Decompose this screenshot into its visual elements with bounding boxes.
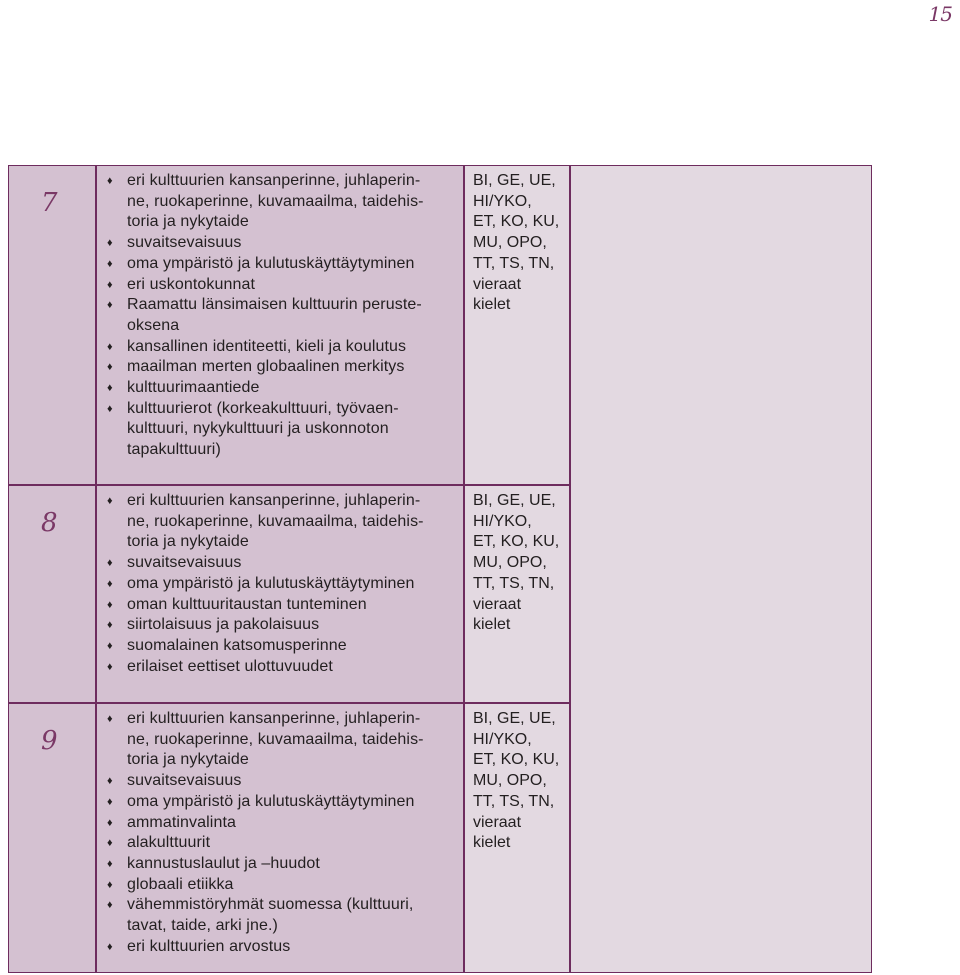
topic-item xyxy=(107,854,457,875)
diamond-bullet-icon: ♦ xyxy=(107,340,113,353)
row-7-subjects-cell xyxy=(465,166,569,484)
topic-item xyxy=(107,771,457,792)
diamond-bullet-icon: ♦ xyxy=(107,857,113,870)
topic-item xyxy=(107,833,457,854)
topic-text: suvaitsevaisuus xyxy=(127,554,242,572)
diamond-bullet-icon: ♦ xyxy=(107,639,113,652)
topic-text: suvaitsevaisuus xyxy=(127,234,242,252)
topic-item xyxy=(107,378,457,399)
topic-list xyxy=(97,704,463,957)
diamond-bullet-icon: ♦ xyxy=(107,660,113,673)
topic-item xyxy=(107,337,457,358)
diamond-bullet-icon: ♦ xyxy=(107,237,113,250)
topic-item xyxy=(107,709,457,771)
topic-text: oma ympäristö ja kulutuskäyttäytyminen xyxy=(127,254,415,272)
diamond-bullet-icon: ♦ xyxy=(107,816,113,829)
subject-codes: BI, GE, UE, HI/YKO, ET, KO, KU, MU, OPO, TT, TS, TN, vieraat kielet xyxy=(473,172,560,314)
topic-text: eri kulttuurien kansanperinne, juhlaperin- ne, ruokaperinne, kuvamaailma, taidehis- toria ja nykytaide xyxy=(127,710,424,769)
topic-text: suvaitsevaisuus xyxy=(127,772,242,790)
topic-item xyxy=(107,399,457,461)
row-number: 7 xyxy=(41,188,58,218)
topic-item xyxy=(107,895,457,936)
topic-item xyxy=(107,295,457,336)
topic-item xyxy=(107,636,457,657)
diamond-bullet-icon: ♦ xyxy=(107,361,113,374)
diamond-bullet-icon: ♦ xyxy=(107,175,113,187)
row-7-topics-cell xyxy=(97,166,463,484)
topic-item xyxy=(107,937,457,958)
topic-item xyxy=(107,615,457,636)
diamond-bullet-icon: ♦ xyxy=(107,278,113,291)
row-9-topics-cell xyxy=(97,704,463,972)
topic-item xyxy=(107,657,457,678)
topic-text: eri kulttuurien kansanperinne, juhlaperin- ne, ruokaperinne, kuvamaailma, taidehis- toria ja nykytaide xyxy=(127,172,424,231)
diamond-bullet-icon: ♦ xyxy=(107,878,113,891)
diamond-bullet-icon: ♦ xyxy=(107,713,113,725)
topic-text: oman kulttuuritaustan tunteminen xyxy=(127,595,367,613)
diamond-bullet-icon: ♦ xyxy=(107,382,113,395)
topic-item xyxy=(107,171,457,233)
topic-text: kulttuurimaantiede xyxy=(127,379,260,397)
topic-text: kulttuurierot (korkeakulttuuri, työvaen- kulttuuri, nykykulttuuri ja uskonnoton tapakulttuuri) xyxy=(127,399,399,459)
diamond-bullet-icon: ♦ xyxy=(107,598,113,611)
page-number: 15 xyxy=(928,2,952,26)
diamond-bullet-icon: ♦ xyxy=(107,899,113,912)
topic-text: Raamattu länsimaisen kulttuurin peruste- oksena xyxy=(127,296,422,334)
topic-text: kannustuslaulut ja –huudot xyxy=(127,854,320,872)
diamond-bullet-icon: ♦ xyxy=(107,299,113,312)
topic-list xyxy=(97,166,463,461)
row-9-subjects-cell xyxy=(465,704,569,972)
topic-text: siirtolaisuus ja pakolaisuus xyxy=(127,616,320,634)
diamond-bullet-icon: ♦ xyxy=(107,940,113,953)
topic-text: ammatinvalinta xyxy=(127,813,237,831)
row-8-number-cell xyxy=(9,486,95,702)
subject-codes: BI, GE, UE, HI/YKO, ET, KO, KU, MU, OPO, TT, TS, TN, vieraat kielet xyxy=(473,710,560,852)
row-number: 8 xyxy=(41,508,58,538)
subject-codes: BI, GE, UE, HI/YKO, ET, KO, KU, MU, OPO, TT, TS, TN, vieraat kielet xyxy=(473,492,560,634)
diamond-bullet-icon: ♦ xyxy=(107,837,113,850)
curriculum-table xyxy=(8,165,872,973)
diamond-bullet-icon: ♦ xyxy=(107,557,113,570)
topic-list xyxy=(97,486,463,677)
topic-item xyxy=(107,553,457,574)
topic-text: erilaiset eettiset ulottuvuudet xyxy=(127,657,333,675)
topic-text: suomalainen katsomusperinne xyxy=(127,636,347,654)
topic-text: vähemmistöryhmät suomessa (kulttuuri, tavat, taide, arki jne.) xyxy=(127,896,414,935)
diamond-bullet-icon: ♦ xyxy=(107,402,113,415)
blank-column-cell xyxy=(571,166,871,972)
row-9-number-cell xyxy=(9,704,95,972)
topic-text: kansallinen identiteetti, kieli ja koulutus xyxy=(127,337,407,355)
topic-text: maailman merten globaalinen merkitys xyxy=(127,358,405,376)
topic-item xyxy=(107,357,457,378)
diamond-bullet-icon: ♦ xyxy=(107,495,113,507)
topic-item xyxy=(107,233,457,254)
row-number: 9 xyxy=(41,726,58,756)
topic-item xyxy=(107,813,457,834)
topic-text: eri kulttuurien arvostus xyxy=(127,937,291,955)
row-7-number-cell xyxy=(9,166,95,484)
topic-text: globaali etiikka xyxy=(127,875,234,893)
diamond-bullet-icon: ♦ xyxy=(107,577,113,590)
topic-item xyxy=(107,275,457,296)
topic-item xyxy=(107,792,457,813)
topic-text: oma ympäristö ja kulutuskäyttäytyminen xyxy=(127,792,415,810)
diamond-bullet-icon: ♦ xyxy=(107,619,113,632)
topic-text: alakulttuurit xyxy=(127,834,211,852)
topic-text: eri uskontokunnat xyxy=(127,275,256,293)
topic-text: eri kulttuurien kansanperinne, juhlaperin- ne, ruokaperinne, kuvamaailma, taidehis- toria ja nykytaide xyxy=(127,492,424,551)
diamond-bullet-icon: ♦ xyxy=(107,775,113,788)
topic-text: oma ympäristö ja kulutuskäyttäytyminen xyxy=(127,574,415,592)
topic-item xyxy=(107,875,457,896)
diamond-bullet-icon: ♦ xyxy=(107,795,113,808)
diamond-bullet-icon: ♦ xyxy=(107,257,113,270)
topic-item xyxy=(107,254,457,275)
topic-item xyxy=(107,491,457,553)
row-8-topics-cell xyxy=(97,486,463,702)
row-8-subjects-cell xyxy=(465,486,569,702)
topic-item xyxy=(107,595,457,616)
topic-item xyxy=(107,574,457,595)
